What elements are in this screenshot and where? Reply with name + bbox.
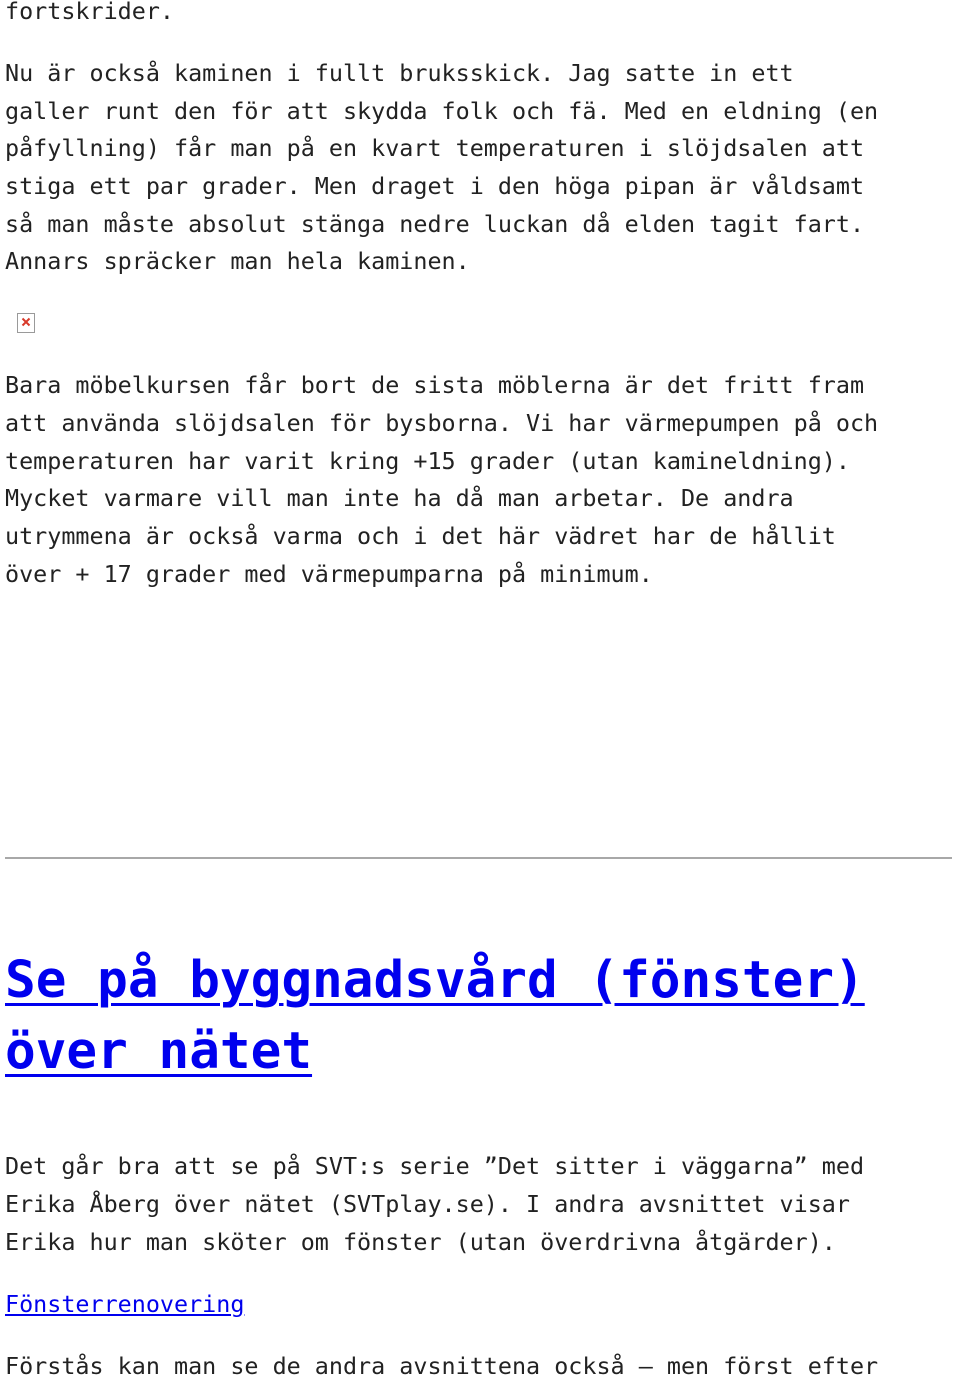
- paragraph-line: påfyllning) får man på en kvart temperaturen i slöjdsalen att: [5, 134, 865, 162]
- post-title-link[interactable]: över nätet: [5, 1022, 313, 1081]
- paragraph-line: stiga ett par grader. Men draget i den höga pipan är våldsamt: [5, 172, 865, 200]
- paragraph-line: Förstås kan man se de andra avsnittena också – men först efter: [5, 1352, 879, 1380]
- paragraph-line: galler runt den för att skydda folk och fä. Med en eldning (en: [5, 97, 879, 125]
- paragraph-line: Nu är också kaminen i fullt bruksskick. Jag satte in ett: [5, 59, 794, 87]
- paragraph-line: Bara möbelkursen får bort de sista möblerna är det fritt fram: [5, 371, 865, 399]
- paragraph-line: Mycket varmare vill man inte ha då man arbetar. De andra: [5, 484, 794, 512]
- paragraph-line: över + 17 grader med värmepumparna på minimum.: [5, 560, 653, 588]
- paragraph-line: Det går bra att se på SVT:s serie ”Det sitter i väggarna” med: [5, 1152, 865, 1180]
- paragraph-line: Erika Åberg över nätet (SVTplay.se). I andra avsnittet visar: [5, 1190, 850, 1218]
- post-title-link[interactable]: Se på byggnadsvård (fönster): [5, 951, 865, 1010]
- paragraph-line: fortskrider.: [5, 0, 174, 25]
- x-mark-icon: [21, 317, 31, 327]
- paragraph-line: så man måste absolut stänga nedre luckan då elden tagit fart.: [5, 210, 865, 238]
- broken-image-icon: [17, 313, 35, 333]
- paragraph-line: temperaturen har varit kring +15 grader (utan kamineldning).: [5, 447, 850, 475]
- paragraph-line: Erika hur man sköter om fönster (utan överdrivna åtgärder).: [5, 1228, 836, 1256]
- paragraph-line: [5, 1289, 244, 1319]
- fonsterrenovering-link[interactable]: Fönsterrenovering: [5, 1290, 245, 1318]
- paragraph-line: att använda slöjdsalen för bysborna. Vi har värmepumpen på och: [5, 409, 879, 437]
- post-divider: [5, 857, 952, 859]
- paragraph-line: utrymmena är också varma och i det här vädret har de hållit: [5, 522, 836, 550]
- paragraph-line: Annars spräcker man hela kaminen.: [5, 247, 470, 275]
